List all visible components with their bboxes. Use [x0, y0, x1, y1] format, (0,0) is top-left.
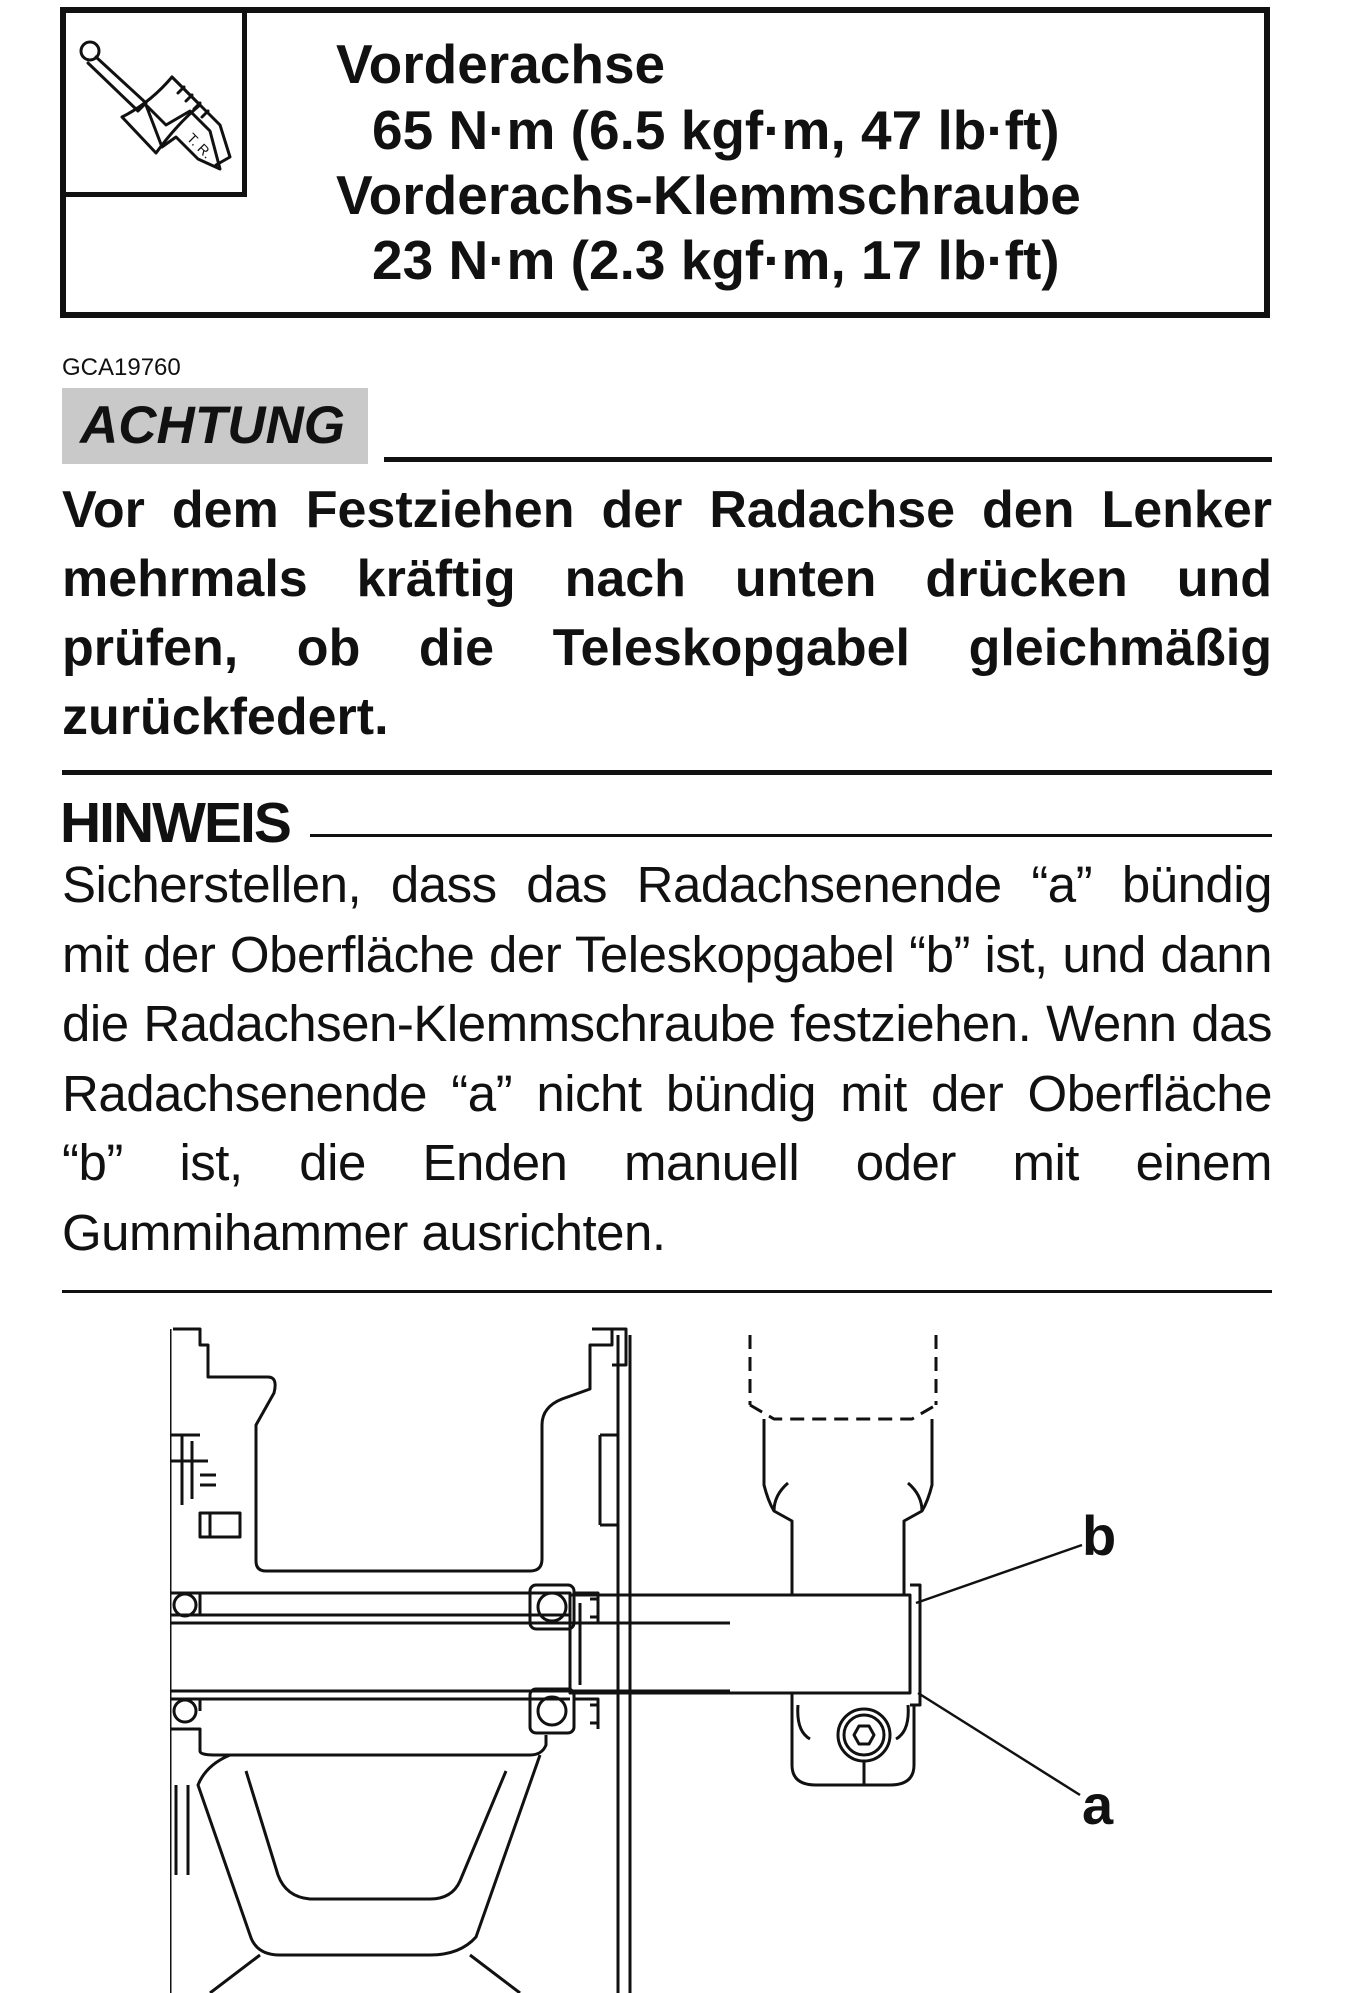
note-label: HINWEIS [60, 791, 290, 855]
axle-fork-diagram [170, 1315, 1190, 1993]
torque-wrench-icon [60, 7, 242, 192]
note-end-rule [62, 1290, 1272, 1293]
front-axle-torque: 65 N·m (6.5 kgf·m, 47 lb·ft) [372, 99, 1060, 161]
caution-text: Vor dem Festziehen der Radachse den Lenker mehrmals kräftig nach unten drücken und prüfen, ob die Teleskopgabel gleichmäßig zurückfedert. [62, 481, 1272, 746]
note-header-rule [310, 834, 1272, 837]
torque-icon-box [60, 7, 247, 197]
svg-text:T. R.: T. R. [183, 129, 216, 162]
front-axle-label: Vorderachse [336, 33, 666, 95]
caution-header-rule [384, 457, 1272, 462]
caution-label: ACHTUNG [80, 396, 345, 455]
callout-b: b [1082, 1504, 1117, 1567]
caution-code: GCA19760 [62, 354, 181, 381]
pinch-bolt-torque: 23 N·m (2.3 kgf·m, 17 lb·ft) [372, 229, 1060, 291]
pinch-bolt-label: Vorderachs-Klemmschraube [336, 164, 1081, 226]
caution-end-rule [62, 770, 1272, 775]
callout-a: a [1082, 1773, 1114, 1836]
note-text: Sicherstellen, dass das Radachsenende “a” bündig mit der Oberfläche der Teleskopgabel “b” ist, und dann die Radachsen-Klemmschraube festziehen. Wenn das Radachsenende “a” nicht bündig mit der Oberfläche “b” ist, die Enden manuell oder mit einem Gummihammer ausrichten. [62, 856, 1272, 1261]
